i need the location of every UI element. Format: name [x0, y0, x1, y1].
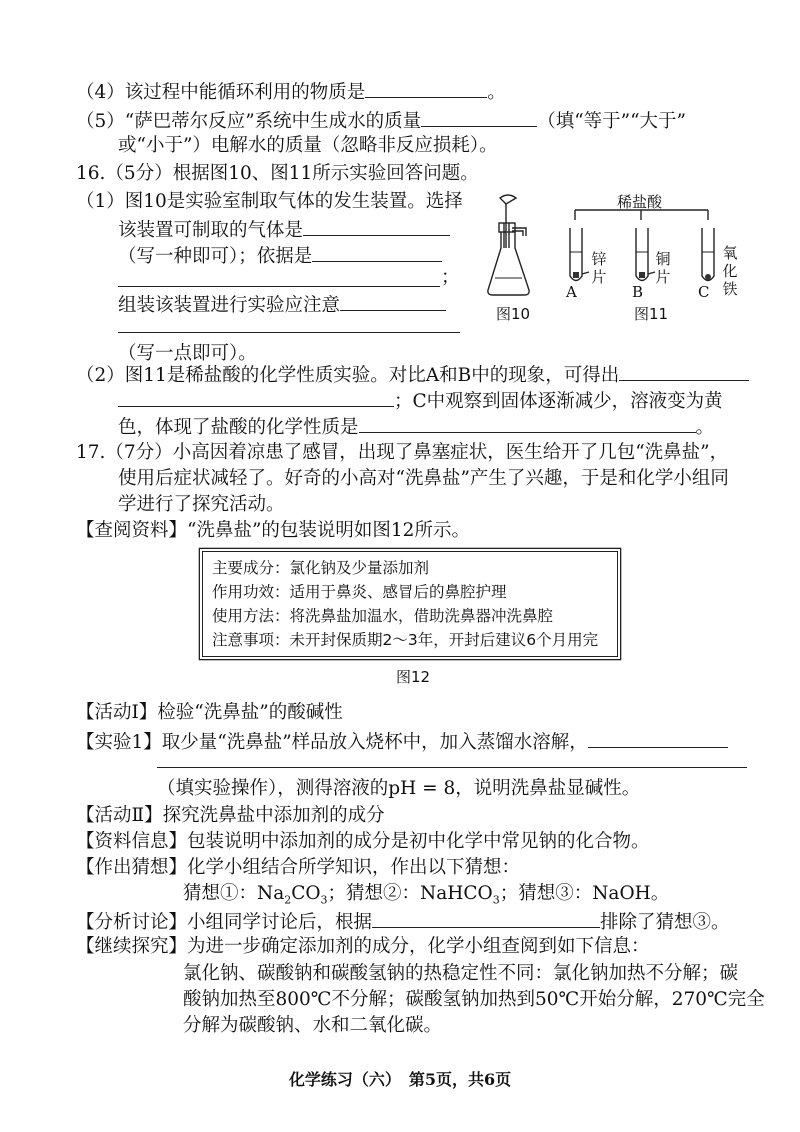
- label-tube-a: A: [566, 283, 577, 301]
- hypothesis1-sub2: 3: [320, 893, 328, 907]
- q17-stem-line3: 学进行了探究活动。: [118, 494, 285, 515]
- zinc-piece: [573, 272, 579, 278]
- q15-part5-text: （5）“萨巴蒂尔反应”系统中生成水的质量: [76, 111, 422, 132]
- q17-exp1-line1: [76, 727, 728, 756]
- package-ingredients: 主要成分：氯化钠及少量添加剂: [212, 559, 430, 577]
- hypothesis2: ；猜想②：NaHCO: [327, 883, 493, 904]
- funnel-cup: [500, 195, 516, 204]
- q16-compare-blank-cont[interactable]: [118, 386, 394, 407]
- hypothesis1-sub1: 2: [284, 893, 292, 907]
- label-iron-oxide: 氧 化 铁: [722, 244, 738, 298]
- q16-p1-line5: [118, 290, 446, 319]
- q16-p2-end: 。: [695, 417, 715, 438]
- fig10-flask-apparatus: [482, 190, 552, 305]
- q17-reference: 【查阅资料】“洗鼻盐”的包装说明如图12所示。: [76, 520, 470, 541]
- q17-activity1: 【活动Ⅰ】检验“洗鼻盐”的酸碱性: [76, 702, 343, 723]
- package-usage: 使用方法：将洗鼻盐加温水，借助洗鼻器冲洗鼻腔: [212, 607, 554, 625]
- hypothesis3: ；猜想③：NaOH。: [499, 883, 670, 904]
- fig12-caption: 图12: [396, 668, 431, 686]
- q16-p1-note-text: 组装该装置进行实验应注意: [118, 295, 341, 316]
- q17-further: 【继续探究】为进一步确定添加剂的成分，化学小组查阅到如下信息：: [76, 936, 650, 957]
- q16-p1-semicolon: ；: [441, 267, 460, 288]
- q15-part4-end: 。: [487, 82, 506, 103]
- label-tube-c: C: [698, 283, 710, 301]
- q16-stem: 16.（5分）根据图10、图11所示实验回答问题。: [76, 163, 479, 184]
- q16-p2-line2: [118, 386, 723, 415]
- q17-discussion-text: 【分析讨论】小组同学讨论后，根据: [76, 912, 373, 933]
- q16-p2-text: （2）图11是稀盐酸的化学性质实验。对比A和B中的现象，可得出: [76, 365, 620, 386]
- fig12-package-label: [202, 551, 618, 657]
- q17-further-line3: 酸钠加热至800℃不分解；碳酸氢钠加热到50℃开始分解，270℃完全: [183, 989, 765, 1010]
- q17-exp1-line2: （填实验操作），测得溶液的pH = 8，说明洗鼻盐显碱性。: [157, 778, 641, 799]
- q16-note-blank-cont[interactable]: [118, 332, 460, 333]
- q16-gas-blank[interactable]: [303, 215, 450, 236]
- q16-basis-blank-cont[interactable]: [118, 286, 440, 287]
- fig11-caption: 图11: [634, 305, 669, 323]
- q16-p2-c-text: ；C中观察到固体逐渐减少，溶液变为黄: [394, 391, 723, 412]
- q17-info: 【资料信息】包装说明中添加剂的成分是初中化学中常见钠的化合物。: [76, 831, 650, 852]
- q16-note-blank[interactable]: [340, 290, 446, 311]
- q16-p1-line2: [118, 215, 450, 244]
- hypothesis2-sub: 3: [492, 893, 500, 907]
- q16-property-blank[interactable]: [359, 412, 696, 433]
- q15-part5-blank[interactable]: [421, 106, 537, 127]
- q17-activity2: 【活动Ⅱ】探究洗鼻盐中添加剂的成分: [76, 805, 385, 826]
- q15-part4-text: （4）该过程中能循环利用的物质是: [76, 82, 366, 103]
- q16-p2-prop-text: 色，体现了盐酸的化学性质是: [118, 417, 359, 438]
- q16-compare-blank[interactable]: [619, 360, 749, 381]
- q17-discussion: [76, 907, 730, 936]
- q17-further-line4: 分解为碳酸钠、水和二氧化碳。: [183, 1015, 443, 1036]
- copper-piece: [639, 272, 645, 278]
- q17-hypothesis: 【作出猜想】化学小组结合所学知识，作出以下猜想：: [76, 857, 521, 878]
- q15-part4-blank[interactable]: [365, 77, 487, 98]
- label-zinc: 锌 片: [591, 250, 607, 286]
- q16-p1-line1: （1）图10是实验室制取气体的发生装置。选择: [76, 191, 463, 212]
- q17-reason-blank[interactable]: [372, 907, 600, 928]
- q17-further-line2: 氯化钠、碳酸钠和碳酸氢钠的热稳定性不同：氯化钠加热不分解；碳: [183, 963, 739, 984]
- q16-p2-line3: [118, 412, 714, 441]
- q17-discussion-end: 排除了猜想③。: [600, 912, 730, 933]
- fig11-test-tubes: [565, 200, 725, 290]
- q17-exp1-text: 【实验1】取少量“洗鼻盐”样品放入烧杯中，加入蒸馏水溶解，: [76, 732, 588, 753]
- q15-part5: [76, 106, 686, 135]
- iron-oxide-powder: [705, 274, 711, 280]
- q15-part4: [76, 77, 506, 106]
- q15-part5-hint: （填“等于”“大于”: [537, 111, 687, 132]
- q17-stem-line1: 17.（7分）小高因着凉患了感冒，出现了鼻塞症状，医生给开了几包“洗鼻盐”，: [76, 442, 729, 463]
- q16-p1-line3: [118, 241, 442, 270]
- q17-operation-blank-cont[interactable]: [157, 767, 747, 768]
- package-notes: 注意事项：未开封保质期2～3年，开封后建议6个月用完: [212, 631, 599, 649]
- q16-p2-line1: [76, 360, 749, 389]
- tube-c: [702, 228, 714, 281]
- hypothesis1-a: 猜想①：Na: [183, 883, 285, 904]
- q15-part5-cont: 或“小于”）电解水的质量（忽略非反应损耗）。: [118, 135, 498, 156]
- fig11-acid-label: 稀盐酸: [617, 193, 663, 211]
- label-copper: 铜 片: [655, 250, 671, 286]
- label-tube-b: B: [632, 283, 644, 301]
- q17-stem-line2: 使用后症状减轻了。好奇的小高对“洗鼻盐”产生了兴趣，于是和化学小组同: [118, 468, 729, 489]
- fig10-caption: 图10: [496, 305, 531, 323]
- page-footer: 化学练习（六） 第5页，共6页: [288, 1070, 512, 1089]
- q16-p1-gas-text: 该装置可制取的气体是: [118, 220, 304, 241]
- hypothesis1-b: CO: [291, 883, 321, 904]
- q16-p1-basis-text: （写一种即可）；依据是: [118, 246, 313, 267]
- q17-operation-blank[interactable]: [588, 727, 728, 748]
- package-effect: 作用功效：适用于鼻炎、感冒后的鼻腔护理: [212, 583, 507, 601]
- q16-basis-blank[interactable]: [312, 241, 442, 262]
- q16-p1-line7: （写一点即可）。: [118, 343, 257, 364]
